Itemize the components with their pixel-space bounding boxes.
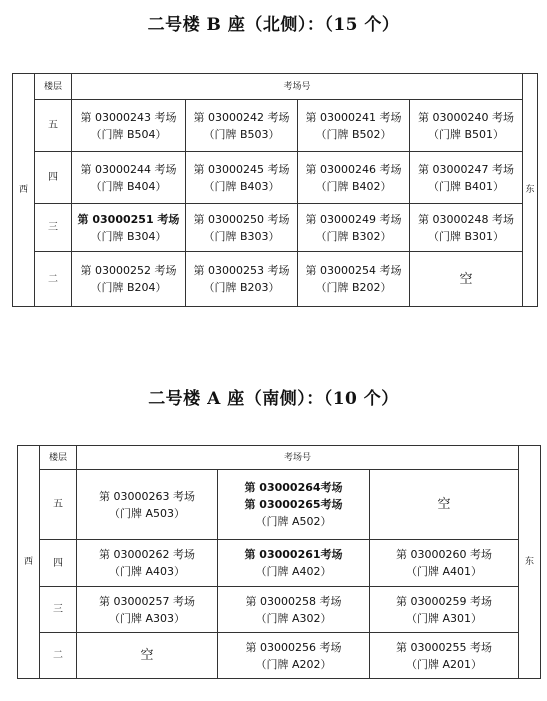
- room-number: 第 03000244 考场: [80, 162, 177, 176]
- room-number: 第 03000264考场: [244, 481, 343, 494]
- door-number: （门牌 B304）: [90, 229, 167, 243]
- room-number: 第 03000257 考场: [99, 594, 195, 608]
- door-number: （门牌 A403）: [108, 565, 186, 578]
- room-cell: [298, 100, 410, 152]
- room-cell: [77, 587, 218, 633]
- room-number: 第 03000259 考场: [396, 594, 492, 608]
- room-number: 第 03000261考场: [244, 548, 343, 561]
- room-number: 第 03000242 考场: [193, 110, 290, 124]
- room-cell: [186, 100, 298, 152]
- door-number: （门牌 B301）: [427, 229, 505, 243]
- floor-header: 楼层: [35, 74, 72, 100]
- room-number: 第 03000246 考场: [305, 162, 402, 176]
- room-cell: [218, 470, 370, 540]
- empty-cell: 空: [77, 633, 218, 679]
- room-number: 第 03000247 考场: [418, 162, 514, 176]
- room-cell: [186, 252, 298, 307]
- door-number: （门牌 B404）: [90, 179, 167, 193]
- east-label: 东: [523, 74, 538, 307]
- room-number: 第 03000240 考场: [418, 110, 514, 124]
- room-cell: [370, 633, 519, 679]
- room-number: 第 03000253 考场: [193, 264, 290, 277]
- room-number: 第 03000254 考场: [305, 264, 402, 277]
- door-number: （门牌 B403）: [203, 179, 280, 193]
- room-cell: [298, 152, 410, 204]
- door-number: （门牌 B302）: [315, 229, 392, 243]
- door-number: （门牌 B401）: [427, 179, 505, 193]
- room-number: 第 03000262 考场: [99, 548, 195, 561]
- empty-cell: 空: [410, 252, 523, 307]
- door-number: （门牌 B504）: [90, 127, 167, 141]
- room-cell: [410, 204, 523, 252]
- floor-label: 二: [40, 633, 77, 679]
- door-number: （门牌 A302）: [255, 611, 332, 625]
- room-number: 第 03000263 考场: [99, 489, 195, 503]
- door-number: （门牌 A402）: [255, 565, 332, 578]
- room-number: 第 03000241 考场: [305, 110, 402, 124]
- door-number: （门牌 B501）: [427, 127, 505, 141]
- room-number: 第 03000256 考场: [245, 640, 342, 654]
- room-cell: [218, 540, 370, 587]
- floor-label: 四: [40, 540, 77, 587]
- door-number: （门牌 A202）: [255, 657, 332, 671]
- room-cell: [218, 587, 370, 633]
- door-number: （门牌 A401）: [406, 565, 483, 578]
- empty-cell: 空: [370, 470, 519, 540]
- room-cell: [72, 252, 186, 307]
- room-number: 第 03000248 考场: [418, 212, 514, 226]
- room-cell: [370, 540, 519, 587]
- room-cell: [410, 100, 523, 152]
- room-cell: [410, 152, 523, 204]
- door-number: （门牌 A303）: [108, 611, 186, 625]
- floor-label: 五: [35, 100, 72, 152]
- door-number: （门牌 A502）: [255, 515, 332, 528]
- floor-label: 五: [40, 470, 77, 540]
- room-cell: [370, 587, 519, 633]
- door-number: （门牌 B204）: [90, 281, 167, 294]
- building-a-table: [17, 445, 541, 679]
- door-number: （门牌 A201）: [406, 657, 483, 671]
- floor-label: 四: [35, 152, 72, 204]
- door-number: （门牌 A301）: [406, 611, 483, 625]
- west-label: 西: [13, 74, 35, 307]
- floor-header: 楼层: [40, 446, 77, 470]
- door-number: （门牌 B402）: [315, 179, 392, 193]
- building-b-table: [12, 73, 538, 307]
- room-number: 第 03000250 考场: [193, 212, 290, 226]
- room-header: 考场号: [77, 446, 519, 470]
- room-cell: [298, 252, 410, 307]
- room-number: 第 03000258 考场: [245, 594, 342, 608]
- room-cell: [77, 470, 218, 540]
- room-number: 第 03000260 考场: [396, 548, 492, 561]
- room-number-2: 第 03000265考场: [244, 498, 343, 511]
- room-number: 第 03000245 考场: [193, 162, 290, 176]
- door-number: （门牌 B202）: [315, 281, 392, 294]
- room-cell: [218, 633, 370, 679]
- room-number: 第 03000252 考场: [80, 264, 177, 277]
- door-number: （门牌 A503）: [108, 506, 186, 520]
- room-cell: [186, 152, 298, 204]
- door-number: （门牌 B503）: [203, 127, 280, 141]
- floor-label: 二: [35, 252, 72, 307]
- east-label: 东: [519, 446, 541, 679]
- room-cell: [72, 204, 186, 252]
- room-cell: [72, 100, 186, 152]
- room-cell: [77, 540, 218, 587]
- west-label: 西: [18, 446, 40, 679]
- room-cell: [72, 152, 186, 204]
- floor-label: 三: [40, 587, 77, 633]
- door-number: （门牌 B203）: [203, 281, 280, 294]
- building-b-title: 二号楼 B 座（北侧）：（15 个）: [147, 15, 400, 35]
- room-number: 第 03000249 考场: [305, 212, 402, 226]
- door-number: （门牌 B303）: [203, 229, 280, 243]
- door-number: （门牌 B502）: [315, 127, 392, 141]
- room-cell: [298, 204, 410, 252]
- building-a-title: 二号楼 A 座（南侧）：（10 个）: [148, 389, 399, 409]
- floor-label: 三: [35, 204, 72, 252]
- room-header: 考场号: [72, 74, 523, 100]
- room-cell: [186, 204, 298, 252]
- room-number: 第 03000255 考场: [396, 640, 492, 654]
- room-number: 第 03000251 考场: [77, 212, 180, 226]
- room-number: 第 03000243 考场: [80, 110, 177, 124]
